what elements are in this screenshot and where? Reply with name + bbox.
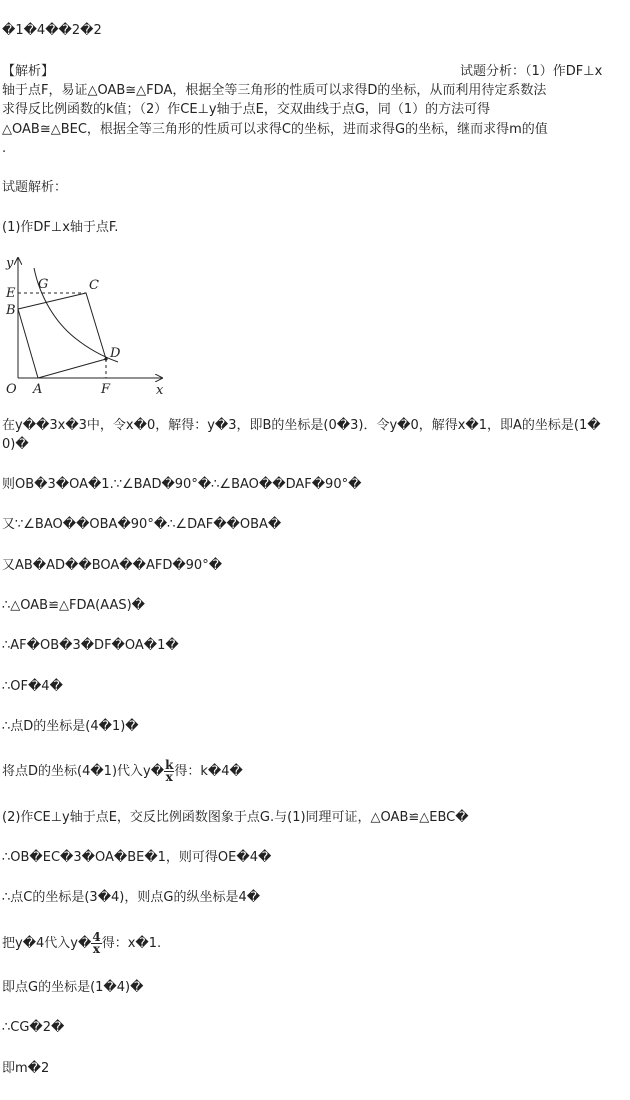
fraction-k-over-x (164, 760, 174, 783)
label-c: C (89, 278, 99, 293)
line-10: (2)作CE⊥y轴于点E，交反比例函数图象于点G.与(1)同理可证，△OAB≌△EBC� (2, 810, 469, 825)
label-a: A (33, 382, 43, 397)
line-9-pre: 将点D的坐标(4�1)代入y� (2, 764, 165, 779)
line-14: 即点G的坐标是(1�4)� (2, 980, 144, 995)
square-abcd (18, 293, 106, 378)
step1-title: (1)作DF⊥x轴于点F. (2, 220, 119, 235)
line-8: ∴点D的坐标是(4�1)� (2, 719, 139, 734)
line-1b: 0)� (2, 437, 29, 452)
label-y: y (6, 256, 14, 271)
line-13 (2, 932, 161, 955)
label-b: B (6, 303, 16, 318)
line-9-post: 得：k�4� (174, 764, 243, 779)
analysis-line-2: 求得反比例函数的k值；（2）作CE⊥y轴于点E，交双曲线于点G，同（1）的方法可得 (2, 102, 491, 117)
analysis-label: 【解析】 (2, 64, 55, 79)
line-13-pre: 把y�4代入y� (2, 936, 92, 951)
label-d: D (110, 346, 121, 361)
line-6: ∴AF�OB�3�DF�OA�1� (2, 638, 179, 653)
line-7: ∴OF�4� (2, 679, 63, 694)
analysis-heading-row (460, 62, 602, 82)
solution-heading: 试题解析： (2, 180, 68, 195)
answer-line: �1�4��2�2 (2, 23, 102, 38)
label-f: F (101, 382, 111, 397)
line-3: 又∵∠BAO��OBA�90°�∴∠DAF��OBA� (2, 517, 282, 532)
analysis-line-4: . (2, 141, 7, 156)
line-4: 又AB�AD��BOA��AFD�90°� (2, 558, 223, 573)
analysis-line-1: 轴于点F，易证△OAB≅△FDA，根据全等三角形的性质可以求得D的坐标，从而利用待定系数法 (2, 83, 547, 98)
fraction-4-over-x (91, 932, 101, 955)
line-12: ∴点C的坐标是(3�4)，则点G的纵坐标是4� (2, 890, 261, 905)
fraction-denominator: x (165, 770, 173, 784)
line-9 (2, 760, 243, 783)
label-g: G (38, 277, 49, 292)
analysis-line-3: △OAB≅△BEC，根据全等三角形的性质可以求得C的坐标，进而求得G的坐标，继而求得m的值 (2, 122, 548, 137)
line-11: ∴OB�EC�3�OA�BE�1，则可得OE�4� (2, 850, 272, 865)
label-e: E (6, 286, 16, 301)
fraction-numerator: 4 (92, 930, 101, 944)
line-13-post: 得：x�1. (101, 936, 162, 951)
line-16: 即m�2 (2, 1061, 50, 1076)
fraction-numerator: k (165, 758, 174, 772)
line-1a: 在y��3x�3中，令x�0，解得：y�3，即B的坐标是(0�3)．令y�0，解得x�1，即A的坐标是(1� (2, 418, 601, 433)
point-d (104, 357, 107, 360)
geometry-figure (0, 252, 175, 400)
analysis-part1-start: （1）作DF⊥x (525, 64, 603, 79)
line-5: ∴△OAB≌△FDA(AAS)� (2, 598, 145, 613)
fraction-denominator: x (92, 942, 101, 956)
line-15: ∴CG�2� (2, 1020, 65, 1035)
label-o: O (6, 382, 17, 397)
label-x: x (156, 383, 164, 398)
analysis-heading: 试题分析： (460, 64, 526, 79)
line-2: 则OB�3�OA�1.∵∠BAD�90°�∴∠BAO��DAF�90°� (2, 477, 362, 492)
